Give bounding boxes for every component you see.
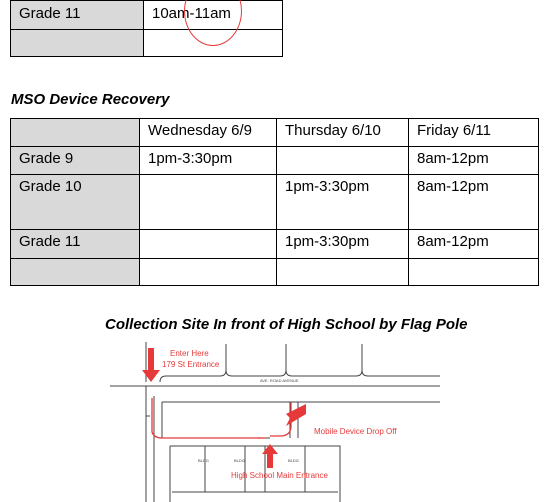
column-header: Friday 6/11 <box>409 119 539 147</box>
time-slot <box>140 230 277 259</box>
svg-text:BLDG: BLDG <box>234 458 245 463</box>
main-entrance-arrow-icon <box>262 444 278 468</box>
time-slot <box>140 175 277 230</box>
time-slot: 1pm-3:30pm <box>277 175 409 230</box>
enter-here-label: Enter Here <box>170 349 209 358</box>
table-row <box>11 30 283 57</box>
enter-arrow-icon <box>142 348 160 382</box>
table-row <box>11 259 539 286</box>
table-row <box>11 147 539 175</box>
table-header-row <box>11 119 539 147</box>
time-slot: 10am-11am <box>144 1 283 30</box>
entrance-label: 179 St Entrance <box>162 360 220 369</box>
main-entrance-label: High School Main Entrance <box>231 471 328 480</box>
column-header: Wednesday 6/9 <box>140 119 277 147</box>
grade-label: Grade 10 <box>11 175 140 230</box>
time-slot: 1pm-3:30pm <box>277 230 409 259</box>
table-row <box>11 230 539 259</box>
column-header <box>11 119 140 147</box>
collection-site-map <box>110 342 440 502</box>
grade-label: Grade 11 <box>11 1 144 30</box>
drop-off-label: Mobile Device Drop Off <box>314 427 397 436</box>
time-slot: 1pm-3:30pm <box>140 147 277 175</box>
time-slot <box>277 259 409 286</box>
time-slot <box>409 259 539 286</box>
drop-off-arrow-icon <box>286 404 306 426</box>
time-slot: 8am-12pm <box>409 230 539 259</box>
grade-label <box>11 259 140 286</box>
grade-label: Grade 9 <box>11 147 140 175</box>
mso-schedule-table <box>10 118 539 286</box>
time-slot <box>140 259 277 286</box>
time-slot: 8am-12pm <box>409 175 539 230</box>
road-label: AVE. ROAD AVENUE <box>260 378 299 383</box>
collection-site-heading: Collection Site In front of High School by Flag Pole <box>105 316 468 333</box>
grade-label <box>11 30 144 57</box>
table-row <box>11 175 539 230</box>
time-slot: 8am-12pm <box>409 147 539 175</box>
section-heading: MSO Device Recovery <box>11 91 170 108</box>
svg-text:BLDG: BLDG <box>288 458 299 463</box>
grade-label: Grade 11 <box>11 230 140 259</box>
time-slot <box>277 147 409 175</box>
column-header: Thursday 6/10 <box>277 119 409 147</box>
svg-text:BLDG: BLDG <box>198 458 209 463</box>
top-schedule-table <box>10 0 283 57</box>
